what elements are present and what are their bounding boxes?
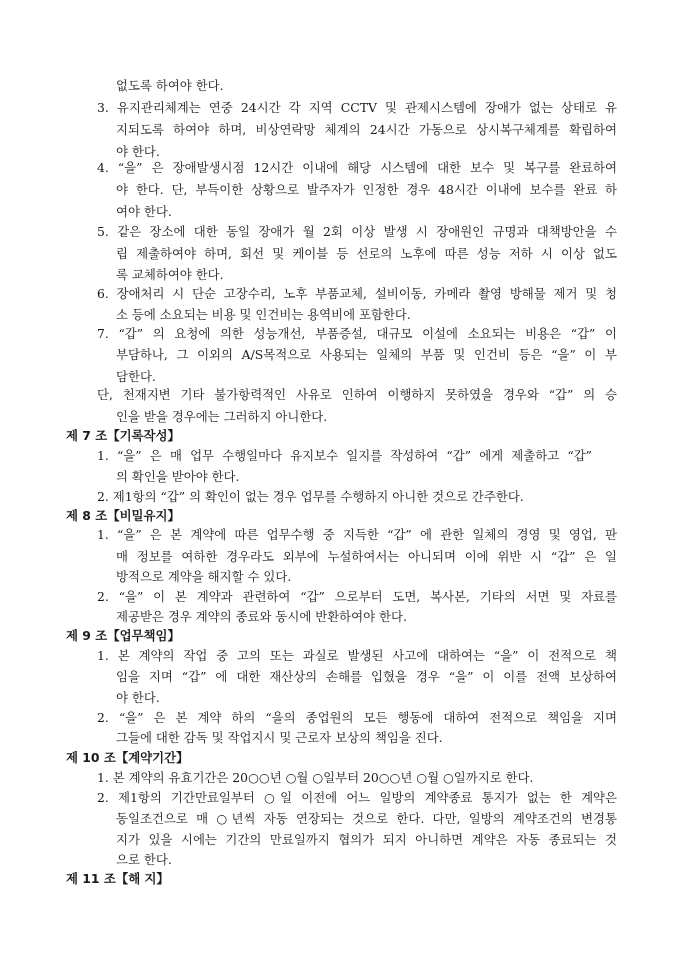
article-11-heading: 제 11 조【해 지】	[66, 871, 169, 886]
text-line: 립 제출하여야 하며, 회선 및 케이블 등 선로의 노후에 따른 성능 저하 시 이상 없도	[116, 246, 617, 261]
list-item-3: 3. 유지관리체계는 연중 24시간 각 지역 CCTV 및 관제시스템에 장애가 없는 상태로 유	[97, 100, 617, 115]
list-item-6: 6. 장애처리 시 단순 고장수리, 노후 부품교체, 설비이동, 카메라 촬영 방해물 제거 및 청	[97, 286, 617, 301]
list-item-2: 2. 제1항의 “갑” 의 확인이 없는 경우 업무를 수행하지 아니한 것으로 간주한다.	[97, 489, 524, 504]
text-line: 제공받은 경우 계약의 종료와 동시에 반환하여야 한다.	[116, 609, 407, 624]
text-line: 담한다.	[116, 369, 156, 384]
text-line: 야 한다.	[116, 144, 160, 159]
text-line: 임을 지며 “갑” 에 대한 재산상의 손해를 입혔을 경우 “을” 이 이를 전액 보상하여	[116, 669, 617, 684]
list-item-2: 2. “을” 은 본 계약 하의 “을의 종업원의 모든 행동에 대하여 전적으로 책임을 지며	[97, 710, 617, 725]
list-item-1: 1. “을” 은 본 계약에 따른 업무수행 중 지득한 “갑” 에 관한 일체의 경영 및 영업, 판	[97, 527, 617, 542]
text-line: 없도록 하여야 한다.	[116, 78, 224, 93]
text-line: 야 한다.	[116, 690, 160, 705]
article-8-heading: 제 8 조【비밀유지】	[66, 508, 180, 523]
list-item-7: 7. “갑” 의 요청에 의한 성능개선, 부품증설, 대규모 이설에 소요되는 비용은 “갑” 이	[97, 326, 617, 341]
article-7-heading: 제 7 조【기록작성】	[66, 428, 180, 443]
text-line: 록 교체하여야 한다.	[116, 267, 224, 282]
list-item-1: 1. “을” 은 매 업무 수행일마다 유지보수 일지를 작성하여 “갑” 에게 제출하고 “갑”	[97, 448, 592, 463]
proviso-line: 단, 천재지변 기타 불가항력적인 사유로 인하여 이행하지 못하였을 경우와 “갑” 의 승	[97, 387, 617, 402]
list-item-2: 2. “을” 이 본 계약과 관련하여 “갑” 으로부터 도면, 복사본, 기타의 서면 및 자료를	[97, 589, 617, 604]
text-line: 동일조건으로 매 ○년씩 자동 연장되는 것으로 한다. 다만, 일방의 계약조건의 변경통	[116, 811, 617, 826]
text-line: 의 확인을 받아야 한다.	[116, 469, 240, 484]
text-line: 여야 한다.	[116, 204, 172, 219]
text-line: 방적으로 계약을 해지할 수 있다.	[116, 569, 292, 584]
text-line: 지되도록 하여야 하며, 비상연락망 체계의 24시간 가동으로 상시복구체계를 확립하여	[116, 122, 617, 137]
text-line: 부담하나, 그 이외의 A/S목적으로 사용되는 일체의 부품 및 인건비 등은 “을” 이 부	[116, 347, 617, 362]
list-item-1: 1. 본 계약의 유효기간은 20○○년 ○월 ○일부터 20○○년 ○월 ○일까지로 한다.	[97, 770, 534, 785]
article-9-heading: 제 9 조【업무책임】	[66, 628, 180, 643]
text-line: 으로 한다.	[116, 852, 172, 867]
list-item-5: 5. 같은 장소에 대한 동일 장애가 월 2회 이상 발생 시 장애원인 규명과 대책방안을 수	[97, 224, 617, 239]
text-line: 지가 있을 시에는 기간의 만료일까지 협의가 되지 아니하면 계약은 자동 종료되는 것	[116, 832, 617, 847]
text-line: 그들에 대한 감독 및 작업지시 및 근로자 보상의 책임을 진다.	[116, 730, 443, 745]
list-item-1: 1. 본 계약의 작업 중 고의 또는 과실로 발생된 사고에 대하여는 “을” 이 전적으로 책	[97, 648, 617, 663]
text-line: 매 정보를 여하한 경우라도 외부에 누설하여서는 아니되며 이에 위반 시 “갑” 은 일	[116, 549, 617, 564]
article-10-heading: 제 10 조【계약기간】	[66, 750, 189, 765]
text-line: 소 등에 소요되는 비용 및 인건비는 용역비에 포함한다.	[116, 307, 411, 322]
text-line: 인을 받을 경우에는 그러하지 아니한다.	[116, 409, 328, 424]
list-item-2: 2. 제1항의 기간만료일부터 ○일 이전에 어느 일방의 계약종료 통지가 없는 한 계약은	[97, 790, 617, 805]
text-line: 야 한다. 단, 부득이한 상황으로 발주자가 인정한 경우 48시간 이내에 보수를 완료 하	[116, 182, 617, 197]
list-item-4: 4. “을” 은 장애발생시점 12시간 이내에 해당 시스템에 대한 보수 및 복구를 완료하여	[97, 160, 617, 175]
